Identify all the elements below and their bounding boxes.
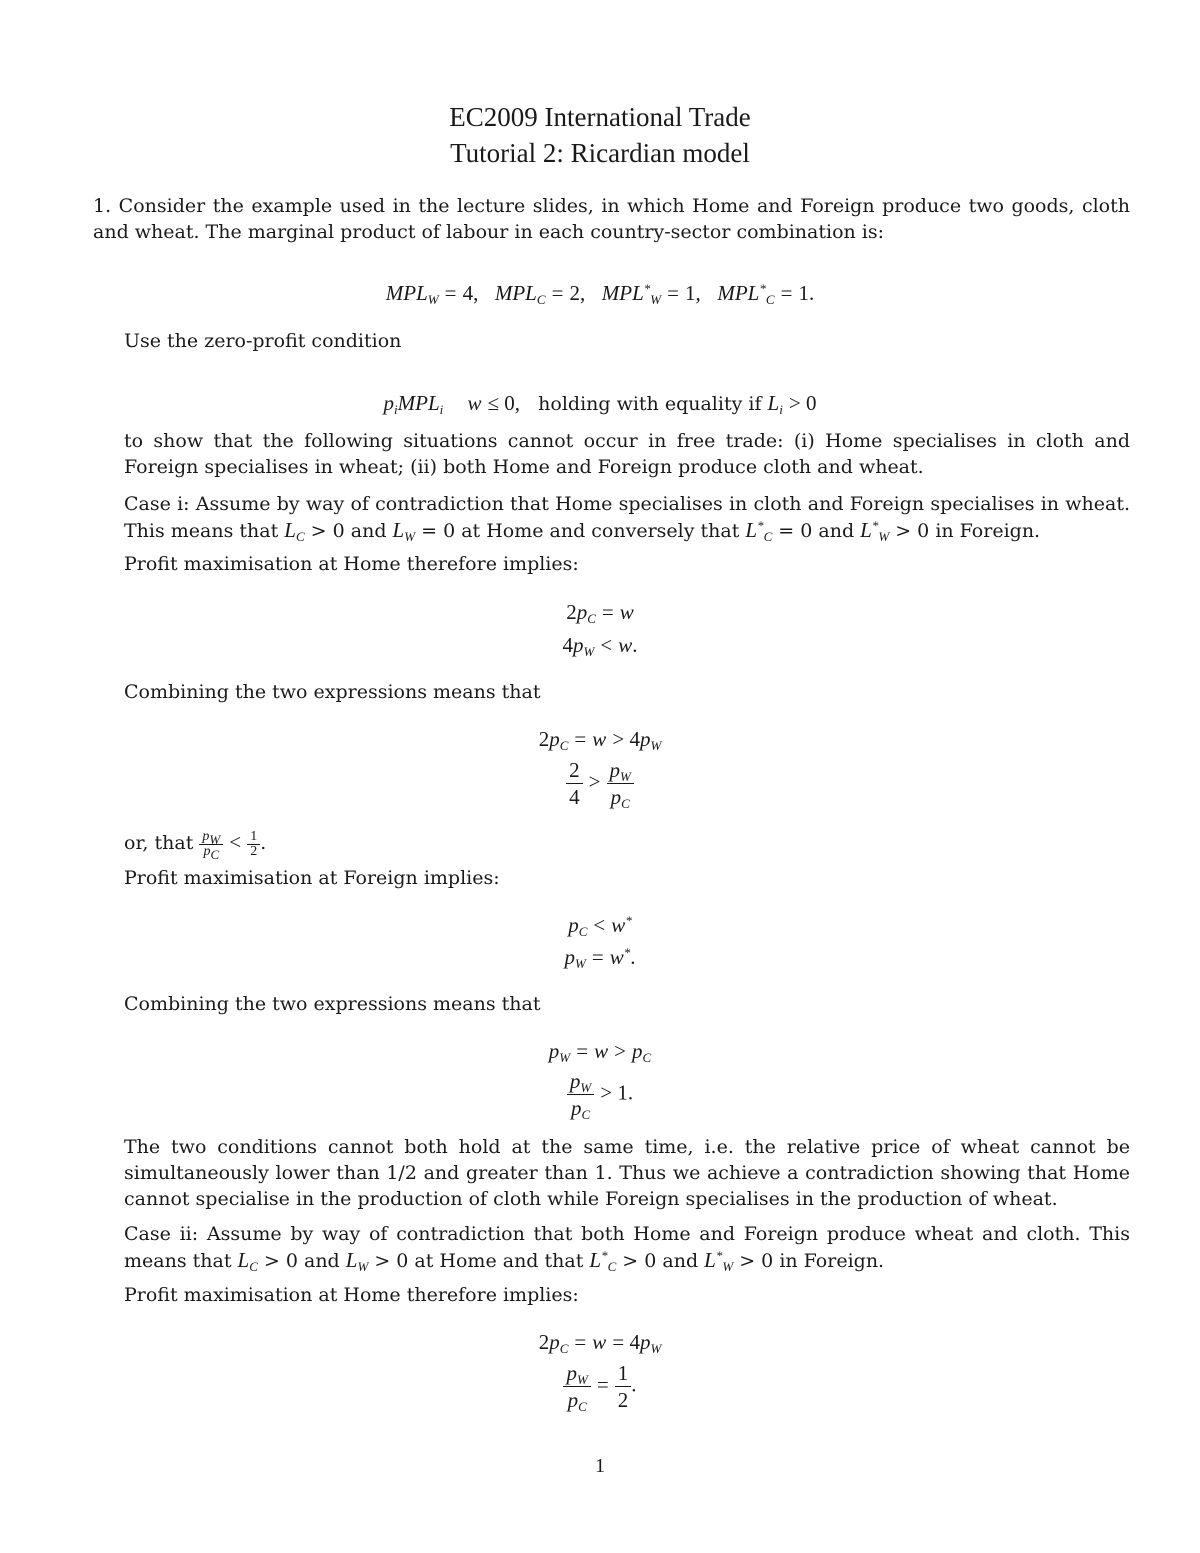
mpl-foreign-cloth: 1 bbox=[798, 281, 809, 305]
eq-home-cloth: $2p_C = w$ bbox=[566, 600, 634, 626]
question-number: 1. bbox=[93, 195, 112, 217]
case-ii-intro-text: Case ii: Assume by way of contradiction that both Home and Foreign produce wheat and cloth. This means bbox=[124, 1223, 1130, 1272]
zero-profit-lead: Use the zero-profit condition bbox=[124, 330, 402, 352]
or-that-line: or, that $\frac{p_W}{p_C}$ < $\frac{1}{2}$ . bbox=[124, 828, 267, 862]
case-i-foreign-profit: Profit maximisation at Foreign implies: bbox=[124, 867, 500, 889]
case-i-combining-1: Combining the two expressions means that bbox=[124, 681, 541, 703]
eq-case-ii-ratio: $\frac{p_W}{p_C}$ = $\frac{1}{2}$ . bbox=[0, 1360, 1200, 1413]
case-i-home-profit: Profit maximisation at Home therefore implies: bbox=[124, 553, 579, 575]
eq-combine-foreign: $p_W = w > p_C$ bbox=[548, 1039, 652, 1065]
case-i-intro-text: Case i: Assume by way of contradiction that Home specialises in cloth and Foreign specialises in wheat. bbox=[124, 493, 1130, 515]
question-intro-text: Consider the example used in the lecture slides, in which Home and Foreign produce two goods, cloth and wheat. The marginal product of labour in each country-sector combination is: bbox=[93, 195, 1130, 243]
zero-profit-equation: $p_iMPL_i$ w ≤ 0, holding with equality if $L_i > 0$ bbox=[383, 391, 817, 417]
eq-case-ii-home: $2p_C = w = 4p_W$ bbox=[538, 1330, 662, 1356]
eq-foreign-wheat: $p_W = w^*$. bbox=[564, 945, 636, 971]
eq-ratio-foreign: $\frac{p_W}{p_C}$ > 1. bbox=[0, 1068, 1200, 1121]
show-text: to show that the following situations cannot occur in free trade: (i) Home specialises in cloth and Foreign specialises in wheat; (ii) both Home and Foreign produce cloth and wheat. bbox=[124, 430, 1130, 478]
tutorial-title: Tutorial 2: Ricardian model bbox=[450, 138, 750, 168]
case-ii-intro: Case ii: Assume by way of contradiction that both Home and Foreign produce wheat and cloth. This means that $L_C > 0$ and $L_W > 0$ at Home and that $L^*_C > 0$ and $L^*_W > 0$ in Foreign. bbox=[124, 1223, 1130, 1274]
case-i-combining-2: Combining the two expressions means that bbox=[124, 993, 541, 1015]
mpl-equation: $MPL_W = 4$, $MPL_C = 2$, $MPL^*_W = 1$, $MPL^*_C = 1$. bbox=[385, 281, 815, 307]
mpl-home-wheat: 4 bbox=[462, 281, 474, 305]
course-title: EC2009 International Trade bbox=[449, 102, 751, 132]
case-i-means-lead: This means that bbox=[124, 520, 279, 542]
case-i-conclusion: The two conditions cannot both hold at the same time, i.e. the relative price of wheat cannot be simultaneously lower than 1/2 and greater than 1. Thus we achieve a contradiction showing that Home cannot specialise in the production of cloth while Foreign specialises in the production of wheat. bbox=[124, 1136, 1130, 1210]
eq-combine-home: $2p_C = w > 4p_W$ bbox=[538, 727, 662, 753]
zero-profit-text: holding with equality if bbox=[538, 393, 762, 415]
page-number: 1 bbox=[595, 1455, 605, 1477]
eq-foreign-cloth: $p_C < w^*$ bbox=[568, 913, 632, 939]
eq-ratio-home: $\frac{2}{4}$ > $\frac{p_W}{p_C}$ bbox=[0, 757, 1200, 810]
or-that-text: or, that bbox=[124, 832, 194, 854]
mpl-foreign-wheat: 1 bbox=[685, 281, 696, 305]
case-i-intro: Case i: Assume by way of contradiction that Home specialises in cloth and Foreign specialises in wheat. This means that $L_C > 0$ and $L_W = 0$ at Home and conversely that $L^*_C = 0$ and $L^*_W > 0$ in Foreign. bbox=[124, 493, 1130, 544]
question-intro bbox=[93, 193, 1130, 245]
mpl-home-cloth: 2 bbox=[569, 281, 580, 305]
case-ii-home-profit: Profit maximisation at Home therefore implies: bbox=[124, 1284, 579, 1306]
eq-home-wheat: $4p_W < w$. bbox=[562, 633, 638, 659]
